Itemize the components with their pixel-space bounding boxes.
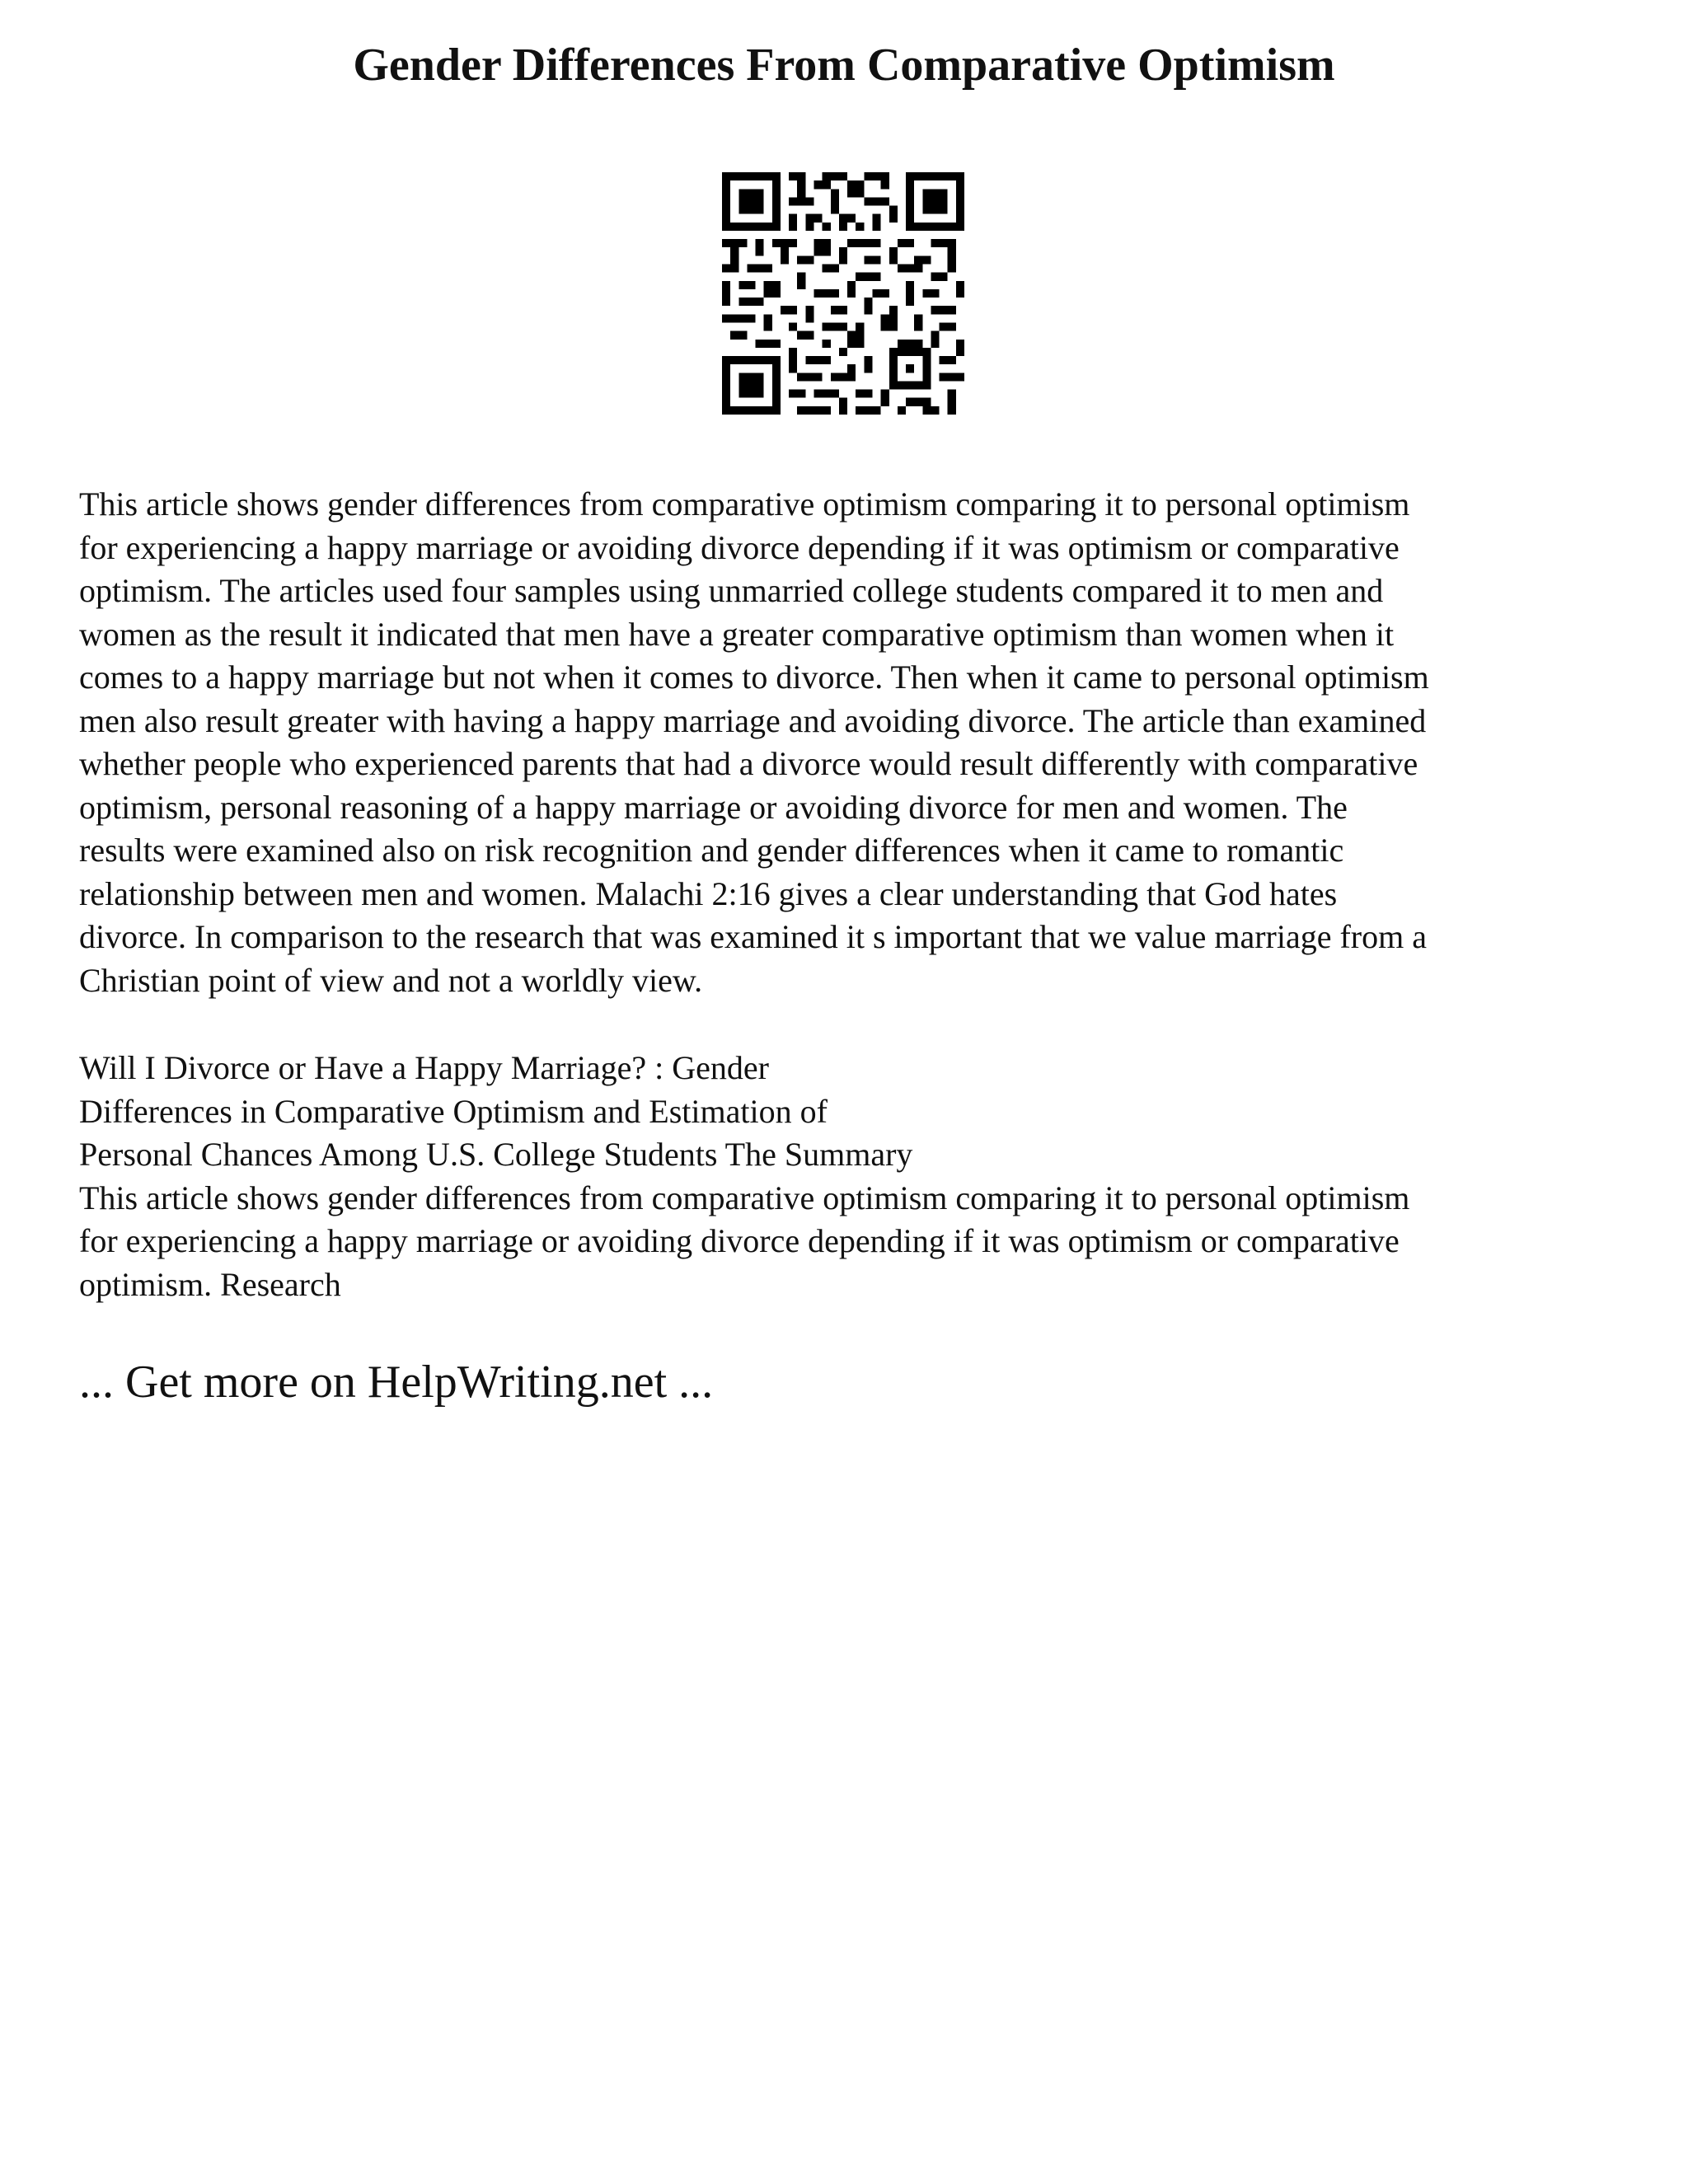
summary-line: Personal Chances Among U.S. College Students The Summary — [79, 1136, 913, 1173]
intro-line: whether people who experienced parents that had a divorce would result differently with comparative — [79, 745, 1418, 782]
summary-line: Will I Divorce or Have a Happy Marriage? : Gender — [79, 1049, 769, 1086]
intro-line: men also result greater with having a happy marriage and avoiding divorce. The article than examined — [79, 701, 1427, 739]
page-title: Gender Differences From Comparative Optimism — [353, 40, 1335, 91]
intro-paragraph — [79, 483, 1629, 1002]
summary-line: This article shows gender differences from comparative optimism comparing it to personal optimism — [79, 1179, 1410, 1216]
intro-line: women as the result it indicated that men have a greater comparative optimism than women when it — [79, 615, 1395, 653]
intro-line: for experiencing a happy marriage or avoiding divorce depending if it was optimism or comparative — [79, 528, 1400, 566]
intro-line: results were examined also on risk recognition and gender differences when it came to romantic — [79, 832, 1344, 869]
intro-line: optimism. The articles used four samples using unmarried college students compared it to men and — [79, 572, 1384, 609]
summary-line: optimism. Research — [79, 1265, 341, 1303]
summary-line: for experiencing a happy marriage or avoiding divorce depending if it was optimism or comparative — [79, 1222, 1400, 1259]
get-more-link[interactable]: ... Get more on HelpWriting.net ... — [79, 1357, 714, 1408]
intro-line: comes to a happy marriage but not when it comes to divorce. Then when it came to personal optimism — [79, 658, 1429, 696]
intro-line: relationship between men and women. Malachi 2:16 gives a clear understanding that God hates — [79, 874, 1338, 912]
intro-line: Christian point of view and not a worldly view. — [79, 961, 703, 999]
intro-line: optimism, personal reasoning of a happy marriage or avoiding divorce for men and women. The — [79, 788, 1348, 826]
summary-line: Differences in Comparative Optimism and Estimation of — [79, 1092, 828, 1130]
intro-line: divorce. In comparison to the research that was examined it s important that we value marriage from a — [79, 918, 1427, 955]
summary-paragraph — [79, 1047, 1629, 1306]
intro-line: This article shows gender differences from comparative optimism comparing it to personal optimism — [79, 485, 1410, 523]
qr-code-icon — [722, 172, 964, 415]
